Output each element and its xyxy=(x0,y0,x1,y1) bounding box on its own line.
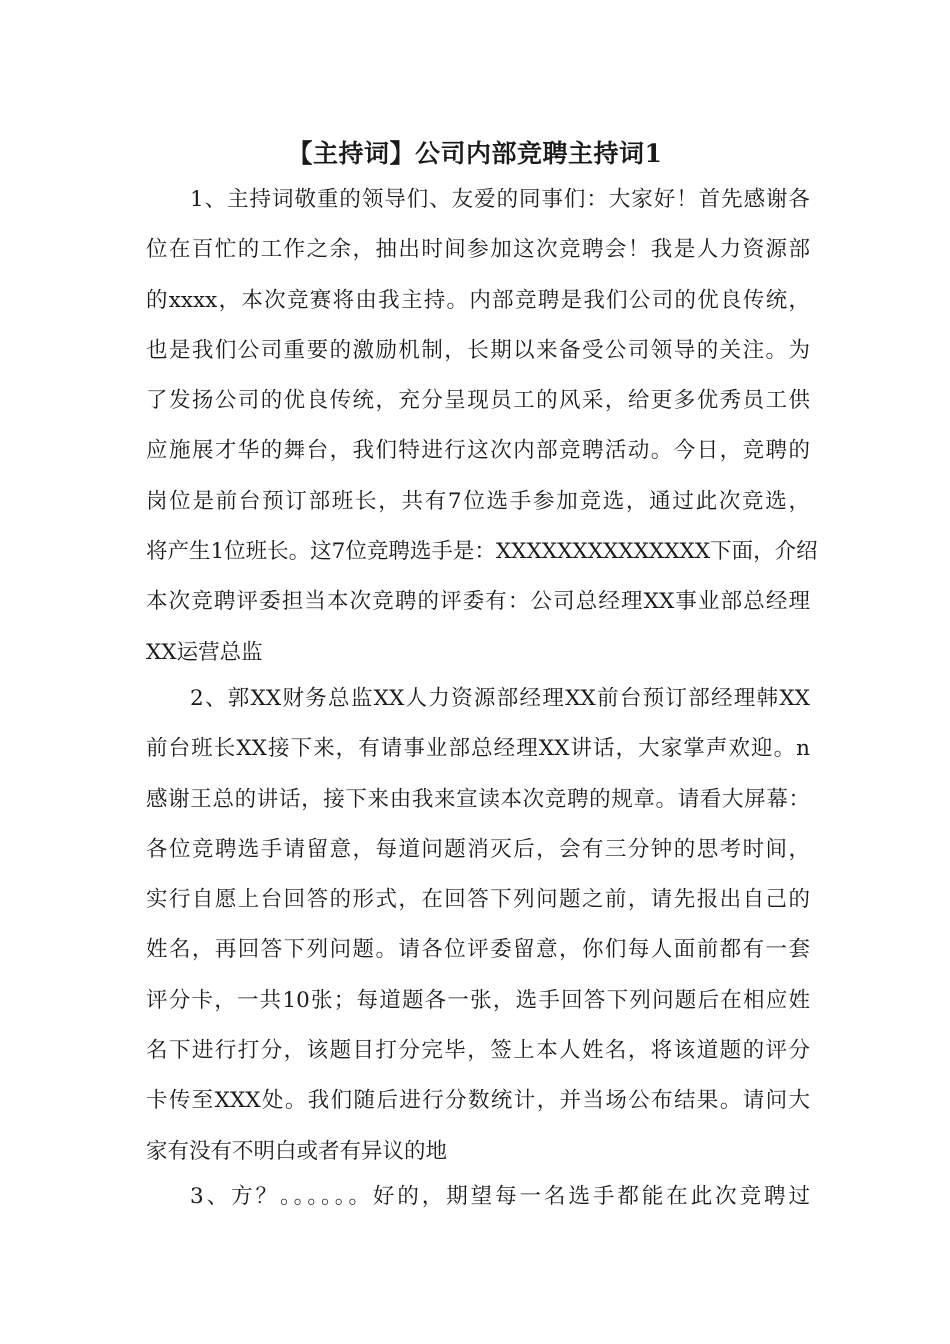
paragraph-line: 将产生1位班长。这7位竞聘选手是：XXXXXXXXXXXXXX下面，介绍 xyxy=(146,539,818,565)
paragraph-line: 名下进行打分，该题目打分完毕，签上本人姓名，将该道题的评分 xyxy=(146,1038,810,1064)
paragraph-line: 岗位是前台预订部班长，共有7位选手参加竞选，通过此次竞选， xyxy=(146,488,810,514)
paragraph-line: 1、主持词敬重的领导们、友爱的同事们：大家好！首先感谢各 xyxy=(190,187,810,212)
paragraph-line: XX运营总监 xyxy=(146,639,263,665)
paragraph-line: 3、方？。。。。。。好的，期望每一名选手都能在此次竞聘过 xyxy=(190,1184,810,1209)
paragraph-line: 了发扬公司的优良传统，充分呈现员工的风采，给更多优秀员工供 xyxy=(146,388,810,414)
paragraph-line: 的xxxx，本次竞赛将由我主持。内部竞聘是我们公司的优良传统， xyxy=(146,287,810,313)
paragraph-line: 卡传至XXX处。我们随后进行分数统计，并当场公布结果。请问大 xyxy=(146,1088,810,1114)
paragraph-line: 感谢王总的讲话，接下来由我来宣读本次竞聘的规章。请看大屏幕： xyxy=(146,786,810,812)
paragraph-line: 也是我们公司重要的激励机制，长期以来备受公司领导的关注。为 xyxy=(146,337,810,363)
paragraph-line: 2、郭XX财务总监XX人力资源部经理XX前台预订部经理韩XX xyxy=(190,686,810,711)
paragraph-line: 应施展才华的舞台，我们特进行这次内部竞聘活动。今日，竞聘的 xyxy=(146,438,810,464)
document-title: 【主持词】公司内部竞聘主持词1 xyxy=(287,139,663,168)
paragraph-1 xyxy=(146,175,818,678)
paragraph-line: 姓名，再回答下列问题。请各位评委留意，你们每人面前都有一套 xyxy=(146,937,810,963)
paragraph-line: 各位竞聘选手请留意，每道问题消灭后，会有三分钟的思考时间， xyxy=(146,836,810,862)
paragraph-line: 本次竞聘评委担当本次竞聘的评委有：公司总经理XX事业部总经理 xyxy=(146,589,810,615)
paragraph-line: 前台班长XX接下来，有请事业部总经理XX讲话，大家掌声欢迎。n xyxy=(146,736,810,762)
paragraph-2 xyxy=(146,674,810,1177)
paragraph-line: 家有没有不明白或者有异议的地 xyxy=(146,1138,448,1164)
paragraph-3 xyxy=(146,1172,810,1222)
paragraph-line: 评分卡，一共10张；每道题各一张，选手回答下列问题后在相应姓 xyxy=(146,987,810,1013)
paragraph-line: 位在百忙的工作之余，抽出时间参加这次竞聘会！我是人力资源部 xyxy=(146,237,810,263)
paragraph-line: 实行自愿上台回答的形式，在回答下列问题之前，请先报出自己的 xyxy=(146,887,810,913)
